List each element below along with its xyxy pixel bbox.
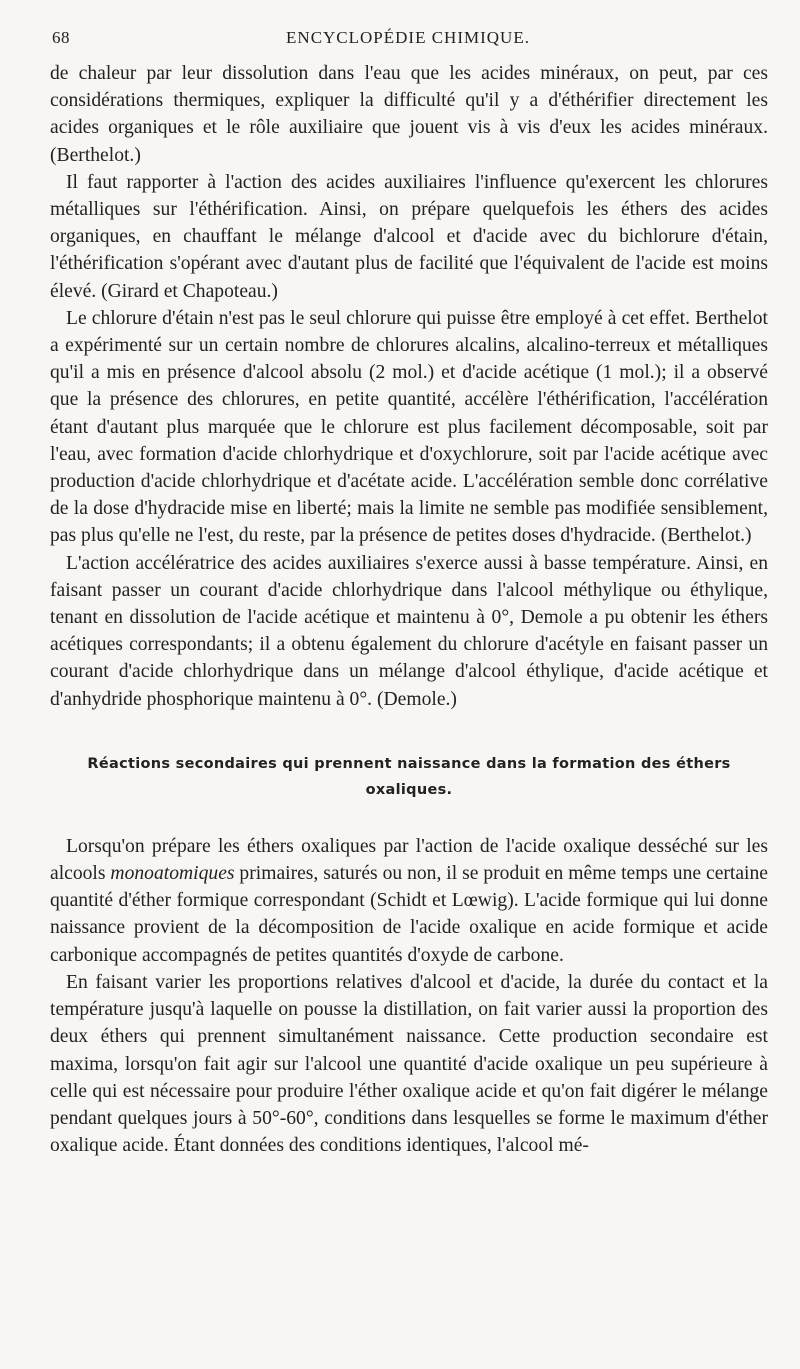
italic-term: monoatomiques bbox=[110, 863, 235, 885]
running-title: ENCYCLOPÉDIE CHIMIQUE. bbox=[286, 28, 530, 47]
paragraph-proportions: En faisant varier les proportions relatives d'alcool et d'acide, la durée du contact et la température jusqu'à laquelle on pousse la distillation, on fait varier aussi la proportion des deux éthers qui prennent simultanément naissance. Cette production secondaire est maxima, lorsqu'on fait agir sur l'alcool une quantité d'acide oxalique un peu supérieure à celle qui est nécessaire pour produire l'éther oxalique acide et qu'on fait digérer le mélange pendant quelques jours à 50°-60°, conditions dans lesquelles se forme le maximum d'éther oxalique acide. Étant données des conditions identiques, l'alcool mé- bbox=[50, 971, 768, 1157]
paragraph-chlorure-etain: Le chlorure d'étain n'est pas le seul chlorure qui puisse être employé à cet effet. Berthelot a expérimenté sur un certain nombre de chlorures alcalins, alcalino-terreux et métalliques qu'il a mis en présence d'alcool absolu (2 mol.) et d'acide acétique (1 mol.); il a observé que la présence des chlorures, en petite quantité, accélère l'éthérification, l'accélération étant d'autant plus marquée que le chlorure est plus facilement décomposable, soit par l'eau, avec formation d'acide chlorhydrique et d'oxychlorure, soit par l'acide acétique avec production d'acide chlorhydrique et d'acétate acide. L'accélération semble donc corrélative de la dose d'hydracide mise en liberté; mais la limite ne semble pas modifiée sensiblement, pas plus qu'elle ne l'est, du reste, par la présence de petites doses d'hydracide. (Berthelot.) bbox=[50, 307, 768, 547]
paragraph-chlorures-metalliques: Il faut rapporter à l'action des acides auxiliaires l'influence qu'exercent les chlorures métalliques sur l'éthérification. Ainsi, on prépare quelquefois les éthers des acides organiques, en chauffant le mélange d'alcool et d'acide avec du bichlorure d'étain, l'éthérification s'opérant avec d'autant plus de facilité que l'équivalent de l'acide est moins élevé. (Girard et Chapoteau.) bbox=[50, 171, 768, 302]
page-header bbox=[52, 28, 764, 58]
text-run: primaires, saturés ou non, il se produit en même temps une certaine quantité d'éther formique correspondant (Schidt et Lœwig). L'acide formique qui lui donne naissance provient de la décomposition de l'acide oxalique en acide formique et acide carbonique accompagnés de petites quantités d'oxyde de carbone. bbox=[50, 863, 768, 966]
paragraph-continuation: de chaleur par leur dissolution dans l'eau que les acides minéraux, on peut, par ces considérations thermiques, expliquer la difficulté qu'il y a d'éthérifier directement les acides organiques et le rôle auxiliaire que jouent vis à vis d'eux les acides minéraux. (Berthelot.) bbox=[50, 63, 768, 166]
page-number: 68 bbox=[52, 28, 70, 47]
section-heading: Réactions secondaires qui prennent naissance dans la formation des éthers oxaliques. bbox=[87, 755, 731, 798]
text-run: Lorsqu'on prépare les éthers oxaliques par l'action de l'acide oxalique desséché sur les alcools bbox=[50, 835, 768, 885]
page-body bbox=[50, 60, 768, 1159]
paragraph-basse-temperature: L'action accélératrice des acides auxiliaires s'exerce aussi à basse température. Ainsi, en faisant passer un courant d'acide chlorhydrique dans l'alcool méthylique ou éthylique, tenant en dissolution de l'acide acétique et maintenu à 0°, Demole a pu obtenir les éthers acétiques correspondants; il a obtenu également du chlorure d'acétyle en faisant passer un courant d'acide chlorhydrique dans un mélange d'alcool éthylique, d'acide acétique et d'anhydride phosphorique maintenu à 0°. (Demole.) bbox=[50, 552, 768, 710]
paragraph-ethers-oxaliques bbox=[50, 833, 768, 969]
